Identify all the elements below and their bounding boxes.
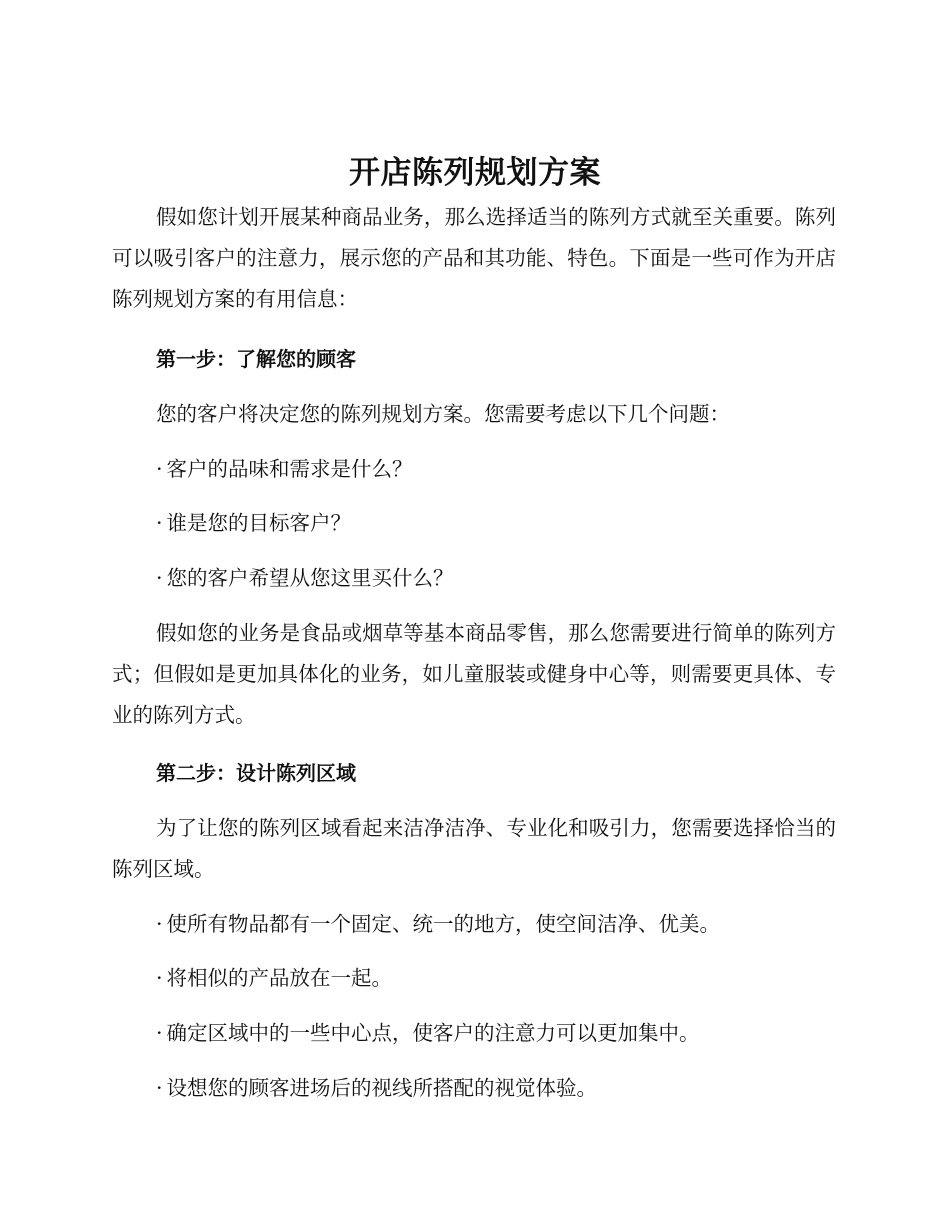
step1-bullet-item [156, 503, 351, 544]
bullet-dot-icon: · [156, 1076, 163, 1100]
bullet-text: 谁是您的目标客户？ [166, 511, 352, 535]
bullet-text: 确定区域中的一些中心点，使客户的注意力可以更加集中。 [166, 1021, 700, 1045]
bullet-dot-icon: · [156, 1021, 163, 1045]
bullet-text: 客户的品味和需求是什么？ [166, 457, 413, 481]
document-title: 开店陈列规划方案 [349, 155, 601, 191]
step1-heading: 第一步：了解您的顾客 [156, 347, 356, 371]
step2-bullet-item [156, 958, 392, 999]
bullet-text: 您的客户希望从您这里买什么？ [166, 566, 454, 590]
bullet-dot-icon: · [156, 912, 163, 936]
bullet-dot-icon: · [156, 966, 163, 990]
step2-heading: 第二步：设计陈列区域 [156, 761, 356, 785]
step1-lead: 您的客户将决定您的陈列规划方案。您需要考虑以下几个问题： [156, 402, 730, 426]
step2-bullet-item [156, 1013, 700, 1054]
step2-lead-paragraph: 为了让您的陈列区域看起来洁净洁净、专业化和吸引力，您需要选择恰当的陈列区域。 [112, 816, 836, 881]
step2-bullet-item [156, 904, 720, 945]
bullet-text: 设想您的顾客进场后的视线所搭配的视觉体验。 [166, 1076, 598, 1100]
bullet-dot-icon: · [156, 566, 163, 590]
intro-paragraph: 假如您计划开展某种商品业务，那么选择适当的陈列方式就至关重要。陈列可以吸引客户的注意力，展示您的产品和其功能、特色。下面是一些可作为开店陈列规划方案的有用信息： [112, 205, 836, 311]
step1-body-paragraph: 假如您的业务是食品或烟草等基本商品零售，那么您需要进行简单的陈列方式；但假如是更加具体化的业务，如儿童服装或健身中心等，则需要更具体、专业的陈列方式。 [112, 621, 836, 727]
bullet-text: 将相似的产品放在一起。 [166, 966, 393, 990]
step1-bullet-item [156, 558, 454, 599]
bullet-text: 使所有物品都有一个固定、统一的地方，使空间洁净、优美。 [166, 912, 721, 936]
bullet-dot-icon: · [156, 457, 163, 481]
bullet-dot-icon: · [156, 511, 163, 535]
step1-bullet-item [156, 449, 413, 490]
step2-bullet-item [156, 1068, 597, 1109]
